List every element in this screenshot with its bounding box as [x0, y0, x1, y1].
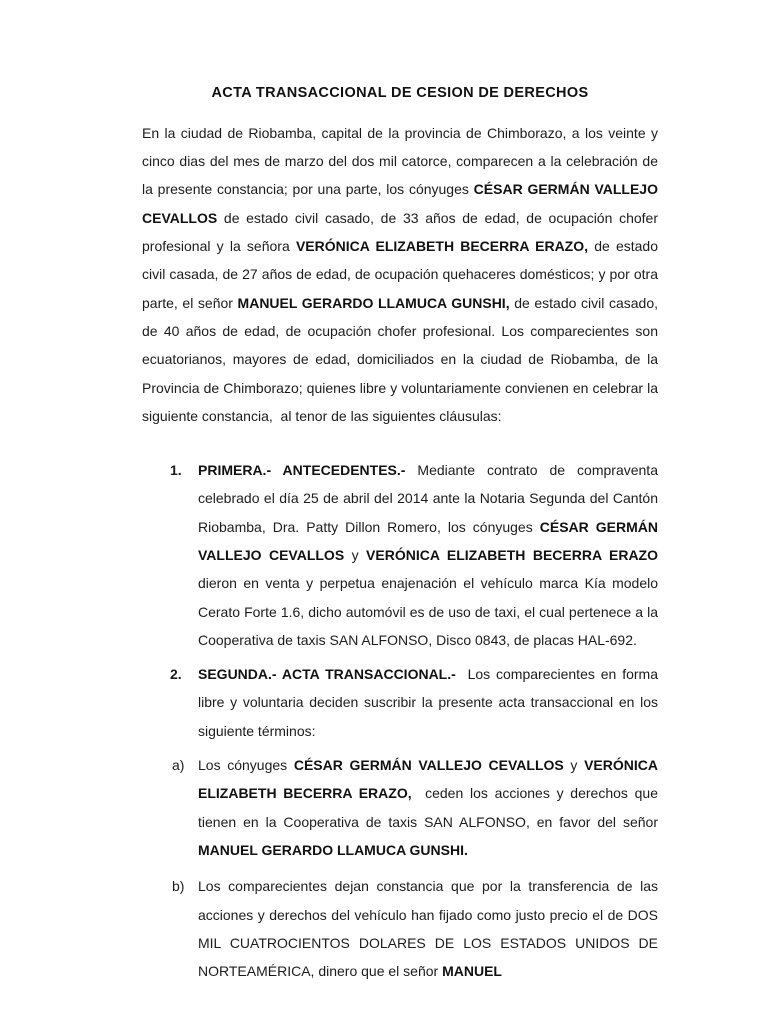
- document-title: ACTA TRANSACCIONAL DE CESION DE DERECHOS: [211, 85, 589, 101]
- intro-paragraph: [142, 119, 662, 430]
- clause-sub-item: [142, 751, 662, 864]
- clause-item: [142, 456, 662, 654]
- clause-sub-text: [198, 757, 662, 858]
- text-run: Los cónyuges: [198, 757, 294, 774]
- clause-sub-list: [142, 751, 662, 985]
- emphasized-text-run: CÉSAR GERMÁN VALLEJO CEVALLOS: [142, 181, 662, 226]
- emphasized-text-run: MANUEL GERARDO LLAMUCA GUNSHI.: [198, 841, 468, 858]
- text-run: Los comparecientes en forma libre y voluntaria deciden suscribir la presente acta transaccional en los siguiente términos:: [198, 666, 662, 739]
- text-run: de estado civil casado, de 40 años de edad, de ocupación chofer profesional. Los comparecientes son ecuatorianos, mayores de edad, domiciliados en la ciudad de Riobamba, de la Provincia de Chimborazo; quienes libre y voluntariamente convienen en celebrar la siguiente constancia, al tenor de las siguientes cláusulas:: [142, 294, 662, 424]
- emphasized-text-run: PRIMERA.- ANTECEDENTES.-: [198, 462, 406, 479]
- clause-sub-item: [142, 872, 662, 985]
- clause-text: [198, 462, 662, 648]
- emphasized-text-run: CÉSAR GERMÁN VALLEJO CEVALLOS: [293, 757, 564, 774]
- emphasized-text-run: VERÓNICA ELIZABETH BECERRA ERAZO,: [295, 238, 589, 255]
- text-run: y: [563, 757, 585, 774]
- emphasized-text-run: SEGUNDA.- ACTA TRANSACCIONAL.-: [198, 666, 456, 683]
- clause-sub-text: [198, 878, 662, 979]
- emphasized-text-run: MANUEL GERARDO LLAMUCA GUNSHI,: [237, 294, 510, 311]
- emphasized-text-run: VERÓNICA ELIZABETH BECERRA ERAZO,: [198, 757, 662, 802]
- text-run: dieron en venta y perpetua enajenación el vehículo marca Kía modelo Cerato Forte 1.6, dicho automóvil es de uso de taxi, el cual pertenece a la Cooperativa de taxis SAN ALFONSO, Disco 0843, de placas HAL-692.: [198, 547, 662, 648]
- text-run: ceden los acciones y derechos que tienen en la Cooperativa de taxis SAN ALFONSO, en favor del señor: [198, 785, 662, 830]
- emphasized-text-run: MANUEL: [442, 963, 502, 980]
- clause-marker: 1.: [170, 462, 182, 479]
- clause-sub-marker: b): [172, 878, 185, 895]
- text-run: de estado civil casada, de 27 años de edad, de ocupación quehaceres domésticos; y por otra parte, el señor: [142, 238, 662, 311]
- emphasized-text-run: VERÓNICA ELIZABETH BECERRA ERAZO: [366, 547, 659, 563]
- clause-list: [142, 456, 662, 985]
- clause-text: [198, 666, 662, 739]
- clause-item: [142, 660, 662, 745]
- text-run: Mediante contrato de compraventa celebrado el día 25 de abril del 2014 ante la Notaria Segunda del Cantón Riobamba, Dra. Patty Dillon Romero, los cónyuges: [198, 462, 662, 535]
- clause-sub-marker: a): [172, 757, 185, 774]
- clause-sub-list-wrapper: [142, 751, 662, 985]
- text-run: y: [344, 547, 367, 563]
- text-run: En la ciudad de Riobamba, capital de la provincia de Chimborazo, a los veinte y cinco dias del mes de marzo del dos mil catorce, comparecen a la celebración de la presente constancia; por una parte, los cónyuges: [142, 124, 662, 198]
- text-run: Los comparecientes dejan constancia que por la transferencia de las acciones y derechos del vehículo han fijado como justo precio el de DOS MIL CUATROCIENTOS DOLARES DE LOS ESTADOS UNIDOS DE NORTEAMÉRICA, dinero que el señor: [198, 878, 662, 980]
- text-run: de estado civil casado, de 33 años de edad, de ocupación chofer profesional y la señora: [142, 209, 662, 255]
- clause-marker: 2.: [170, 666, 182, 683]
- emphasized-text-run: CÉSAR GERMÁN VALLEJO CEVALLOS: [198, 518, 662, 563]
